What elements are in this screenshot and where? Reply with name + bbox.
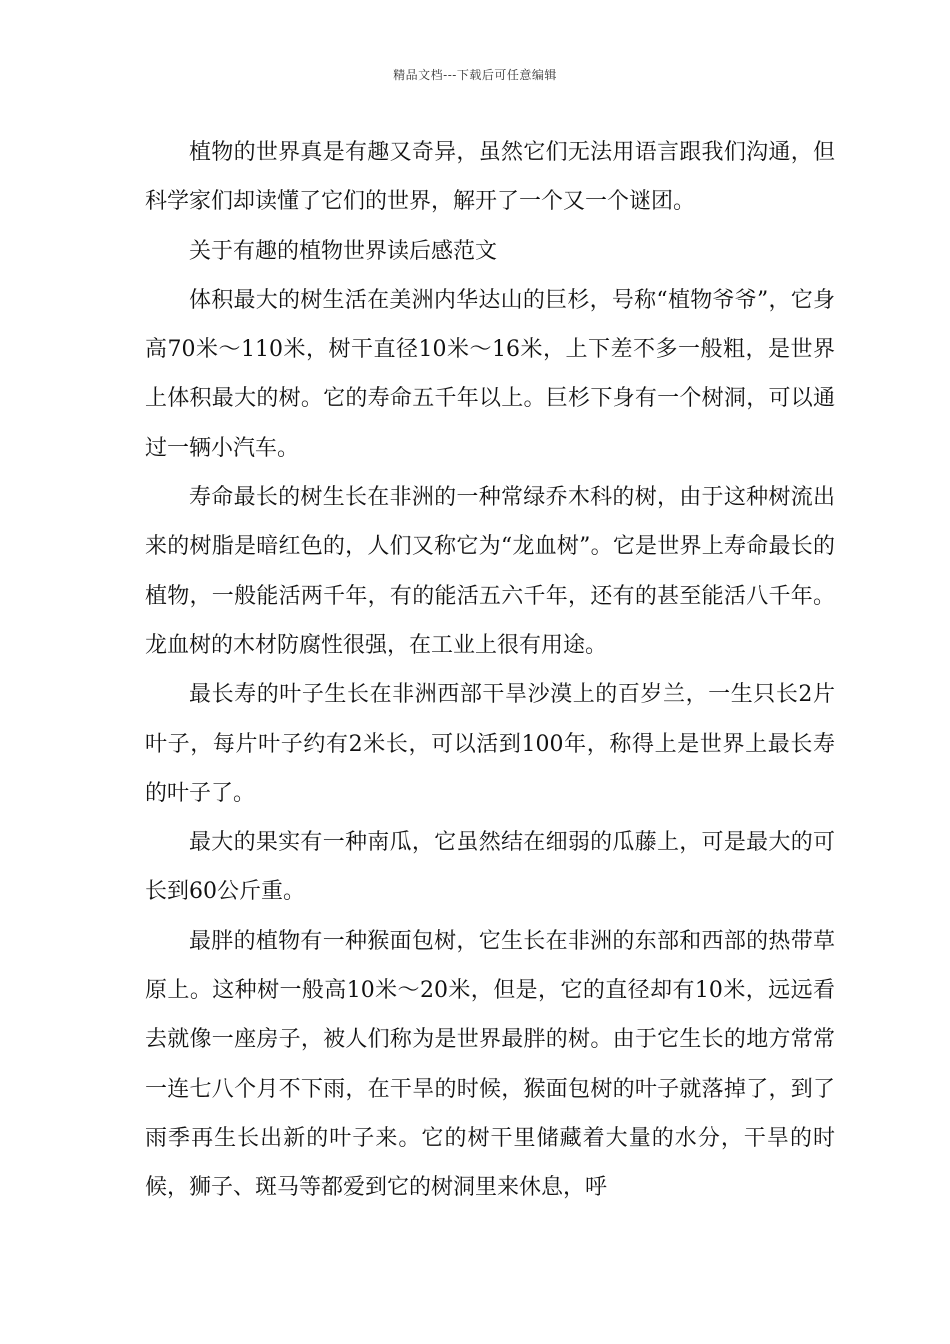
document-body: [145, 128, 835, 1213]
section-heading: 关于有趣的植物世界读后感范文: [189, 238, 498, 264]
paragraph-dragon-blood-tree: 寿命最长的树生长在非洲的一种常绿乔木科的树，由于这种树流出来的树脂是暗红色的，人们又称它为“龙血树”。它是世界上寿命最长的植物，一般能活两千年，有的能活五六千年，还有的甚至能活八千年。龙血树的木材防腐性很强，在工业上很有用途。: [145, 485, 835, 658]
paragraph-welwitschia: 最长寿的叶子生长在非洲西部干旱沙漠上的百岁兰，一生只长2片叶子，每片叶子约有2米长，可以活到100年，称得上是世界上最长寿的叶子了。: [145, 682, 835, 806]
paragraph-intro: 植物的世界真是有趣又奇异，虽然它们无法用语言跟我们沟通，但科学家们却读懂了它们的世界，解开了一个又一个谜团。: [145, 140, 835, 215]
page-header: 精品文档---下载后可任意编辑: [393, 68, 557, 82]
paragraph-giant-sequoia: 体积最大的树生活在美洲内华达山的巨杉，号称“植物爷爷”，它身高70米～110米，树干直径10米～16米，上下差不多一般粗，是世界上体积最大的树。它的寿命五千年以上。巨杉下身有一个树洞，可以通过一辆小汽车。: [145, 287, 835, 461]
paragraph-baobab: 最胖的植物有一种猴面包树，它生长在非洲的东部和西部的热带草原上。这种树一般高10米～20米，但是，它的直径却有10米，远远看去就像一座房子，被人们称为是世界最胖的树。由于它生长的地方常常一连七八个月不下雨，在干旱的时候，猴面包树的叶子就落掉了，到了雨季再生长出新的叶子来。它的树干里储藏着大量的水分，干旱的时候，狮子、斑马等都爱到它的树洞里来休息，呼: [145, 928, 835, 1201]
paragraph-pumpkin: 最大的果实有一种南瓜，它虽然结在细弱的瓜藤上，可是最大的可长到60公斤重。: [145, 830, 835, 905]
